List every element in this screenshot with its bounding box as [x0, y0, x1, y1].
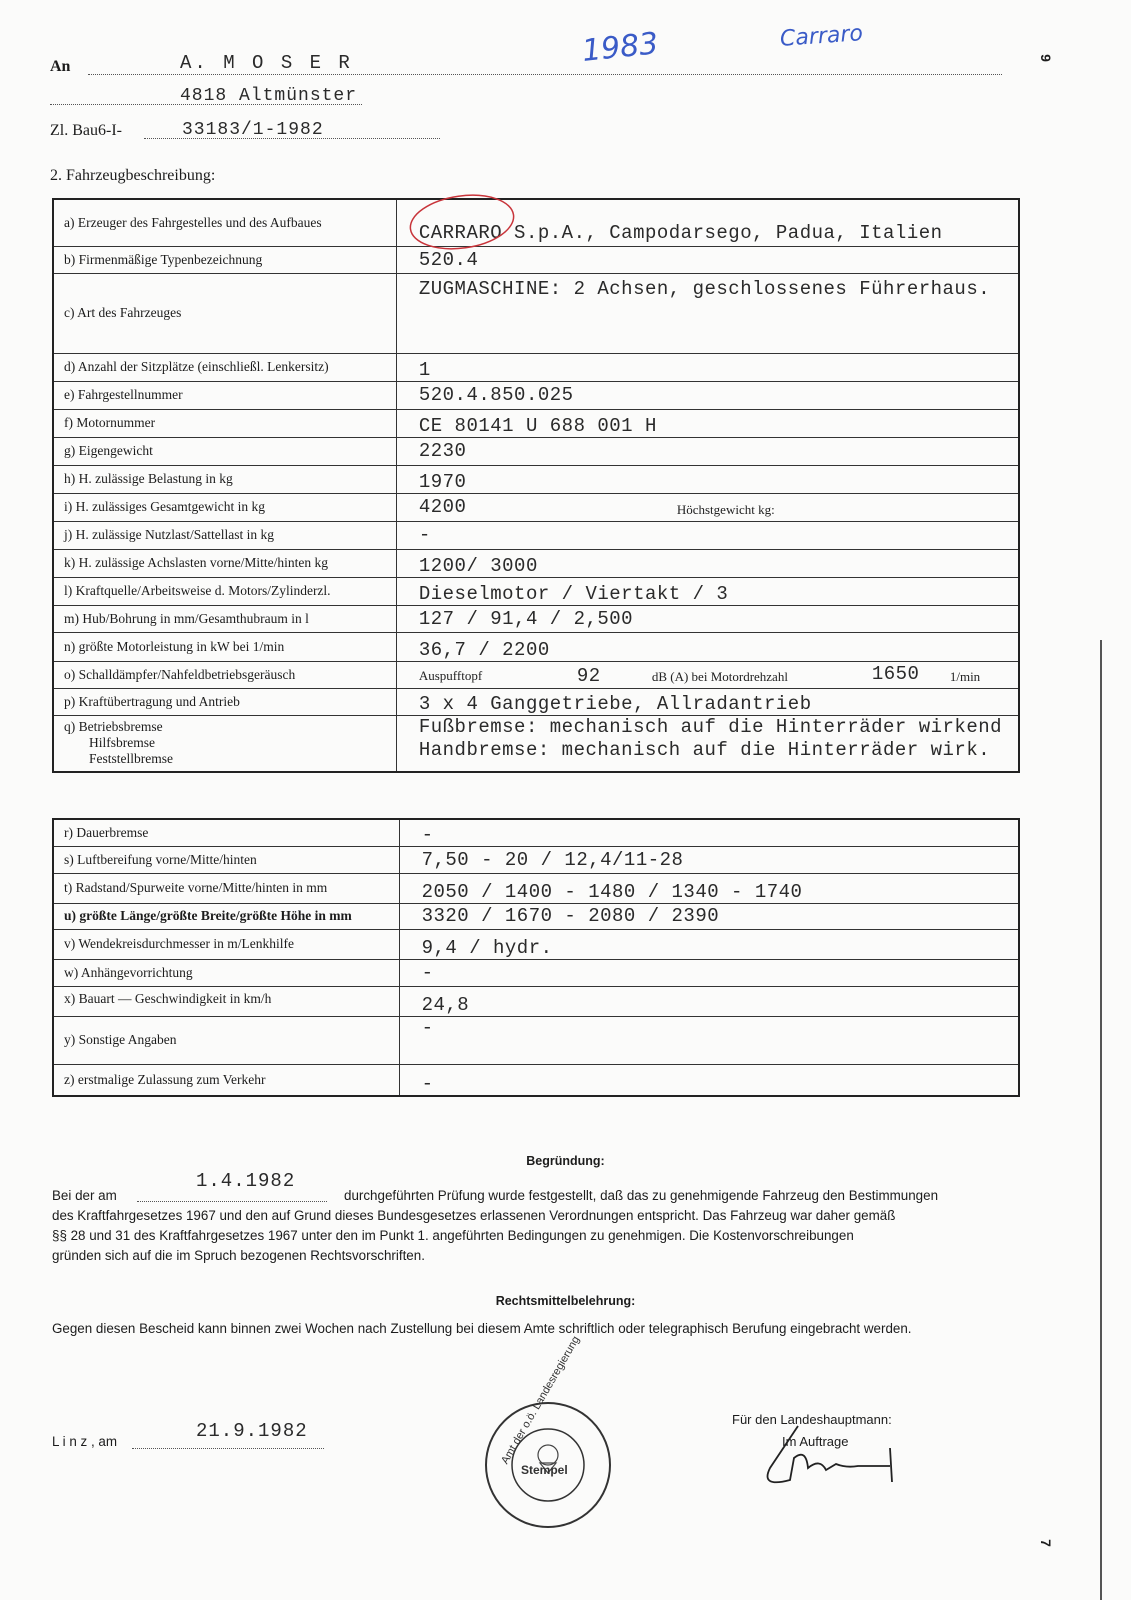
row-value-k: 1200/ 3000	[396, 549, 1019, 577]
section-title: 2. Fahrzeugbeschreibung:	[50, 167, 216, 184]
row-value-u: 3320 / 1670 - 2080 / 2390	[399, 903, 1019, 929]
an-label: An	[50, 58, 71, 75]
betriebsbremse-value: Fußbremse: mechanisch auf die Hinterräder wirkend	[418, 715, 1003, 738]
row-value-b: 520.4	[396, 246, 1019, 273]
row-label-p: p) Kraftübertragung und Antrieb	[53, 688, 396, 715]
row-label-h: h) H. zulässige Belastung in kg	[53, 465, 396, 493]
page-number-bottom: 7	[1037, 1539, 1054, 1547]
row-value-q	[396, 715, 1019, 772]
page-number-top: 9	[1037, 54, 1054, 62]
row-label-e: e) Fahrgestellnummer	[53, 381, 396, 409]
footer-date: 21.9.1982	[196, 1420, 308, 1442]
row-label-r: r) Dauerbremse	[53, 819, 399, 846]
row-label-f: f) Motornummer	[53, 409, 396, 437]
row-value-f: CE 80141 U 688 001 H	[396, 409, 1019, 437]
feststellbremse-label: Feststellbremse	[89, 751, 173, 767]
row-label-z: z) erstmalige Zulassung zum Verkehr	[53, 1064, 399, 1096]
row-label-u: u) größte Länge/größte Breite/größte Höhe in mm	[53, 903, 399, 929]
row-value-x: 24,8	[399, 986, 1019, 1016]
row-value-m: 127 / 91,4 / 2,500	[396, 605, 1019, 632]
row-label-b: b) Firmenmäßige Typenbezeichnung	[53, 246, 396, 273]
row-label-o: o) Schalldämpfer/Nahfeldbetriebsgeräusch	[53, 661, 396, 688]
row-label-s: s) Luftbereifung vorne/Mitte/hinten	[53, 846, 399, 873]
stamp-text: Amt der o.ö. Landesregierung	[499, 1334, 583, 1467]
footer-place: L i n z , am	[52, 1434, 117, 1449]
row-label-n: n) größte Motorleistung in kW bei 1/min	[53, 632, 396, 661]
recipient-address: 4818 Altmünster	[180, 86, 358, 106]
handwritten-year: 1983	[580, 26, 660, 69]
row-label-a: a) Erzeuger des Fahrgestelles und des Aufbaues	[53, 199, 396, 246]
row-value-l: Dieselmotor / Viertakt / 3	[396, 577, 1019, 605]
rechtsmittel-text: Gegen diesen Bescheid kann binnen zwei Wochen nach Zustellung bei diesem Amte schriftlich oder telegraphisch Berufung eingebracht werden.	[52, 1321, 912, 1336]
footer-date-line	[132, 1448, 324, 1449]
stamp-center: Stempel	[521, 1463, 568, 1477]
row-value-t: 2050 / 1400 - 1480 / 1340 - 1740	[399, 873, 1019, 903]
vehicle-description-table-2	[52, 818, 1020, 1097]
row-value-n: 36,7 / 2200	[396, 632, 1019, 661]
schalldaempfer-value: Auspufftopf	[418, 667, 483, 683]
row-label-x: x) Bauart — Geschwindigkeit in km/h	[53, 986, 399, 1016]
row-label-t: t) Radstand/Spurweite vorne/Mitte/hinten in mm	[53, 873, 399, 903]
scan-edge-line	[1100, 640, 1102, 1600]
row-label-m: m) Hub/Bohrung in mm/Gesamthubraum in l	[53, 605, 396, 632]
signature	[750, 1418, 920, 1498]
vehicle-description-table	[52, 198, 1020, 773]
row-label-d: d) Anzahl der Sitzplätze (einschließl. Lenkersitz)	[53, 353, 396, 381]
row-label-v: v) Wendekreisdurchmesser in m/Lenkhilfe	[53, 929, 399, 959]
rpm-unit: 1/min	[949, 668, 981, 684]
handwritten-note: Carraro	[779, 21, 864, 52]
row-value-e: 520.4.850.025	[396, 381, 1019, 409]
begruendung-line2: des Kraftfahrgesetzes 1967 und den auf Grund dieses Bundesgesetzes erlassenen Verordnungen entspricht. Das Fahrzeug war daher gemäß	[52, 1208, 896, 1223]
recipient-name: A. M O S E R	[180, 52, 353, 74]
begruendung-line1-post: durchgeführten Prüfung wurde festgestellt, daß das zu genehmigende Fahrzeug den Bestimmungen	[344, 1188, 939, 1203]
row-value-d: 1	[396, 353, 1019, 381]
row-label-y: y) Sonstige Angaben	[53, 1016, 399, 1064]
betriebsbremse-label: q) Betriebsbremse	[64, 719, 163, 735]
gesamtgewicht-value: 4200	[418, 496, 467, 518]
hilfsbremse-label: Hilfsbremse	[89, 735, 155, 751]
rpm-value: 1650	[871, 662, 920, 685]
row-value-z: -	[399, 1064, 1019, 1096]
row-label-k: k) H. zulässige Achslasten vorne/Mitte/hinten kg	[53, 549, 396, 577]
row-value-r: -	[399, 819, 1019, 846]
hoechstgewicht-label: Höchstgewicht kg:	[676, 501, 775, 517]
row-label-c: c) Art des Fahrzeuges	[53, 273, 396, 353]
db-label: dB (A) bei Motordrehzahl	[651, 668, 788, 684]
db-value: 92	[576, 664, 601, 687]
signer-line2: Im Auftrage	[782, 1434, 849, 1449]
row-value-v: 9,4 / hydr.	[399, 929, 1019, 959]
row-label-i: i) H. zulässiges Gesamtgewicht in kg	[53, 493, 396, 521]
row-label-l: l) Kraftquelle/Arbeitsweise d. Motors/Zylinderzl.	[53, 577, 396, 605]
begruendung-title: Begründung:	[526, 1154, 605, 1168]
row-label-q	[53, 715, 396, 772]
red-circle-mark	[404, 188, 524, 258]
row-value-c: ZUGMASCHINE: 2 Achsen, geschlossenes Führerhaus.	[396, 273, 1019, 353]
begruendung-line3: §§ 28 und 31 des Kraftfahrgesetzes 1967 unter den im Punkt 1. angeführten Bedingungen zu genehmigen. Die Kostenvorschreibungen	[52, 1228, 854, 1243]
row-value-g: 2230	[396, 437, 1019, 465]
row-label-j: j) H. zulässige Nutzlast/Sattellast in kg	[53, 521, 396, 549]
zl-label: Zl. Bau6-I-	[50, 122, 122, 139]
row-value-a: CARRARO S.p.A., Campodarsego, Padua, Italien	[396, 199, 1019, 246]
row-value-j: -	[396, 521, 1019, 549]
begruendung-date: 1.4.1982	[196, 1170, 296, 1192]
row-value-o	[396, 661, 1019, 688]
row-value-y: -	[399, 1016, 1019, 1064]
row-value-p: 3 x 4 Ganggetriebe, Allradantrieb	[396, 688, 1019, 715]
handbremse-value: Handbremse: mechanisch auf die Hinterräder wirk.	[418, 738, 991, 761]
rechtsmittel-title: Rechtsmittelbelehrung:	[495, 1294, 636, 1308]
signer-line1: Für den Landeshauptmann:	[732, 1412, 892, 1427]
begruendung-line1-pre: Bei der am	[52, 1188, 117, 1203]
row-value-s: 7,50 - 20 / 12,4/11-28	[399, 846, 1019, 873]
row-value-w: -	[399, 959, 1019, 986]
row-value-h: 1970	[396, 465, 1019, 493]
an-line	[88, 74, 1002, 75]
zl-number: 33183/1-1982	[182, 120, 324, 140]
begruendung-line4: gründen sich auf die im Spruch bezogenen Rechtsvorschriften.	[52, 1248, 425, 1263]
begruendung-date-line	[137, 1201, 327, 1202]
row-label-w: w) Anhängevorrichtung	[53, 959, 399, 986]
row-value-i	[396, 493, 1019, 521]
row-label-g: g) Eigengewicht	[53, 437, 396, 465]
